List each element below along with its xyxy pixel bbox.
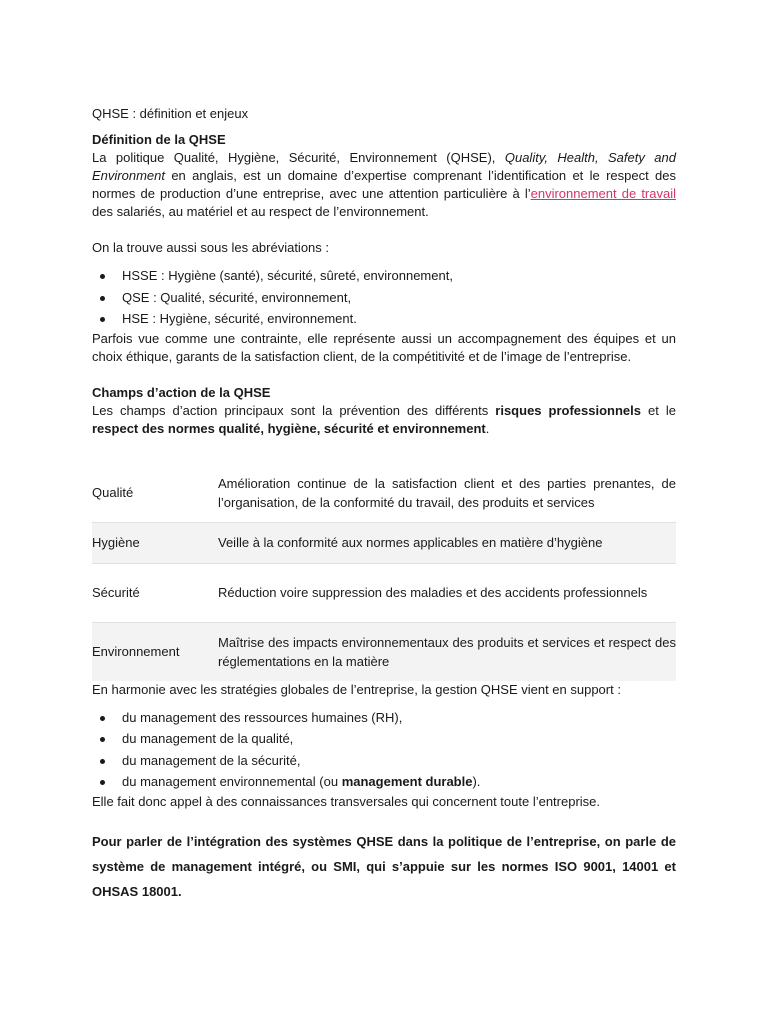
- table-row: [92, 522, 676, 563]
- list-item: du management des ressources humaines (RH),: [92, 707, 676, 729]
- list-item: du management de la sécurité,: [92, 750, 676, 772]
- list-item: QSE : Qualité, sécurité, environnement,: [92, 287, 676, 309]
- environnement-travail-link[interactable]: environnement de travail: [530, 186, 676, 201]
- table-row: [92, 563, 676, 622]
- closing-paragraph: Elle fait donc appel à des connaissances transversales qui concernent toute l’entreprise.: [92, 793, 601, 809]
- list-item: HSSE : Hygiène (santé), sécurité, sûreté, environnement,: [92, 265, 676, 287]
- table-row: [92, 622, 676, 681]
- table-row: [92, 464, 676, 523]
- constraint-paragraph: Parfois vue comme une contrainte, elle représente aussi un accompagnement des équipes et un choix éthique, garants de la satisfaction client, de la compétitivité et de l’image de l’entreprise.: [92, 330, 676, 364]
- english-term: Quality, Health, Safety and Environment: [92, 150, 676, 183]
- table-cell-key: Qualité: [92, 485, 134, 500]
- list-item: du management environnemental (ou management durable).: [92, 771, 676, 793]
- qhse-table: [92, 464, 676, 681]
- definition-title: Définition de la QHSE: [92, 132, 226, 147]
- table-cell-key: Environnement: [92, 622, 218, 681]
- support-list: [92, 707, 676, 793]
- champs-title: Champs d’action de la QHSE: [92, 384, 271, 400]
- table-cell-value: Réduction voire suppression des maladies et des accidents professionnels: [218, 585, 648, 600]
- abbreviations-intro: On la trouve aussi sous les abréviations :: [92, 240, 330, 255]
- document-heading: QHSE : définition et enjeux: [92, 106, 249, 121]
- definition-paragraph: La politique Qualité, Hygiène, Sécurité, Environnement (QHSE), Quality, Health, Safety and Environment en anglais, est un domaine d’expertise comprenant l’identification et le respect des normes de production d’une entreprise, avec une attention particulière à l’environnement de travail des salariés, au matériel et au respect de l’environnement.: [92, 150, 676, 219]
- table-cell-key: Hygiène: [92, 522, 218, 563]
- champs-paragraph: Les champs d’action principaux sont la prévention des différents risques professionnels et le respect des normes qualité, hygiène, sécurité et environnement.: [92, 402, 677, 436]
- final-paragraph: Pour parler de l’intégration des systèmes QHSE dans la politique de l’entreprise, on parle de système de management intégré, ou SMI, qui s’appuie sur les normes ISO 9001, 14001 et OHSAS 18001.: [92, 833, 676, 899]
- list-item: du management de la qualité,: [92, 728, 676, 750]
- support-intro: En harmonie avec les stratégies globales de l’entreprise, la gestion QHSE vient en support :: [92, 681, 621, 697]
- table-cell-value: Maîtrise des impacts environnementaux des produits et services et respect des réglementations en la matière: [218, 622, 676, 681]
- table-cell-value: Amélioration continue de la satisfaction client et des parties prenantes, de l’organisation, de la conformité du travail, des produits et services: [218, 475, 676, 510]
- abbreviations-list: [92, 265, 676, 330]
- table-cell-key: Sécurité: [92, 585, 140, 600]
- table-cell-value: Veille à la conformité aux normes applicables en matière d’hygiène: [218, 522, 676, 563]
- list-item: HSE : Hygiène, sécurité, environnement.: [92, 308, 676, 330]
